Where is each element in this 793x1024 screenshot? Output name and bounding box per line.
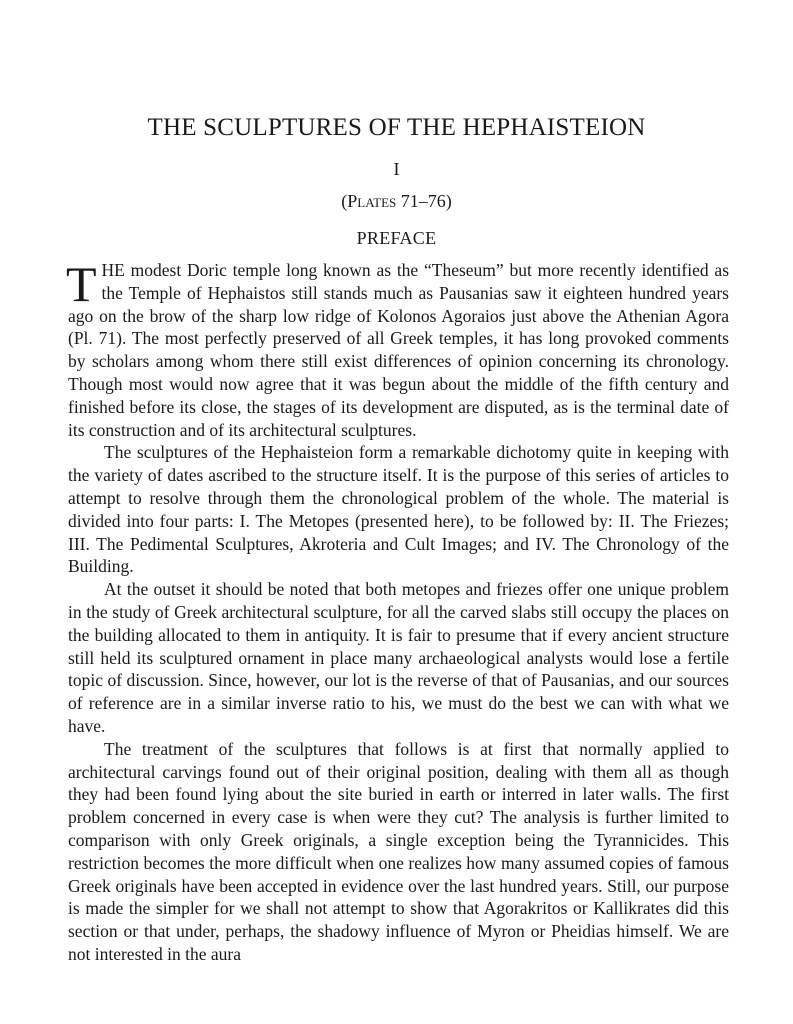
- body-text: [66, 256, 729, 966]
- paragraph-3: At the outset it should be noted that both metopes and friezes offer one unique problem in the study of Greek architectural sculpture, for all the carved slabs still occupy the places on the building allocated to them in antiquity. It is fair to presume that if every ancient structure still held its sculptured ornament in place many archaeological analysts would lose a fertile topic of discussion. Since, however, our lot is the reverse of that of Pausanias, and our sources of reference are in a similar inverse ratio to his, we must do the best we can with what we have.: [68, 579, 729, 736]
- drop-cap: T: [66, 256, 97, 312]
- paragraph-1-text: HE modest Doric temple long known as the “Theseum” but more recently identified as the Temple of Hephaistos still stands much as Pausanias saw it eighteen hundred years ago on the brow of the sharp low ridge of Kolonos Agoraios just above the Athenian Agora (Pl. 71). The most perfectly preserved of all Greek temples, it has long provoked comments by scholars among whom there still exist differences of opinion concerning its chronology. Though most would now agree that it was begun about the middle of the fifth century and finished before its close, the stages of its development are disputed, as is the terminal date of its construction and of its architectural sculptures.: [68, 260, 729, 440]
- article-title: THE SCULPTURES OF THE HEPHAISTEION: [147, 114, 646, 141]
- paragraph-4: The treatment of the sculptures that follows is at first that normally applied to architectural carvings found out of their original position, dealing with them all as though they had been found lying about the site buried in earth or interred in later walls. The first problem concerned in every case is when were they cut? The analysis is further limited to comparison with only Greek originals, a single exception being the Tyrannicides. This restriction becomes the more difficult when one realizes how many assumed copies of famous Greek originals have been accepted in evidence over the last hundred years. Still, our purpose is made the simpler for we shall not attempt to show that Agorakritos or Kallikrates did this section or that under, perhaps, the shadowy influence of Myron or Pheidias himself. We are not interested in the aura: [68, 738, 729, 964]
- paragraph-1: [66, 256, 729, 441]
- part-number: I: [393, 159, 400, 179]
- plates-reference: (Plates 71–76): [341, 191, 452, 211]
- paragraph-2: The sculptures of the Hephaisteion form a remarkable dichotomy quite in keeping with the variety of dates ascribed to the structure itself. It is the purpose of this series of articles to attempt to resolve through them the chronological problem of the whole. The material is divided into four parts: I. The Metopes (presented here), to be followed by: II. The Friezes; III. The Pedimental Sculptures, Akroteria and Cult Images; and IV. The Chronology of the Building.: [68, 442, 729, 577]
- section-heading: PREFACE: [356, 228, 437, 248]
